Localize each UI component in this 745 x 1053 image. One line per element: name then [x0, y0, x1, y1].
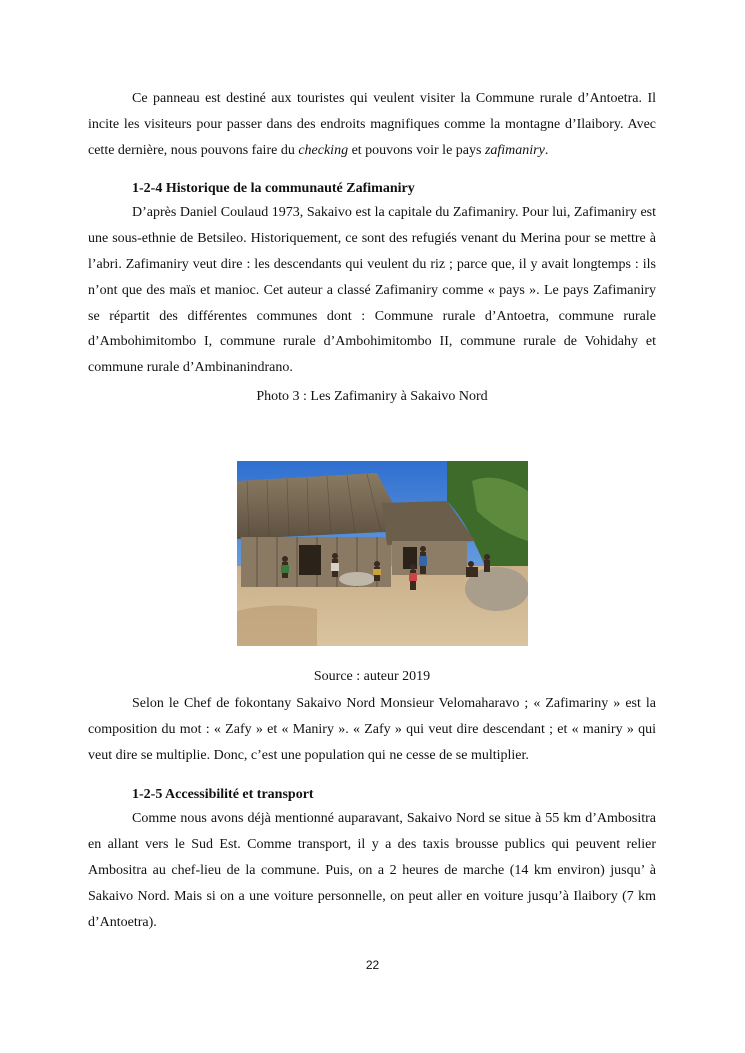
village-photo-illustration: [237, 461, 528, 646]
paragraph-chef-fokontany: Selon le Chef de fokontany Sakaivo Nord Monsieur Velomaharavo ; « Zafimariny » est la composition du mot : « Zafy » et « Maniry ». « Zafy » qui veut dire descendant ; et « maniry » qui veut dire se multiplie. Donc, c’est une population qui ne cesse de se multiplier.: [88, 696, 656, 763]
page-body-bottom: [88, 691, 656, 935]
intro-paragraph: [88, 86, 656, 163]
heading-1-2-5: 1-2-5 Accessibilité et transport: [132, 787, 314, 803]
paragraph-accessibilite: Comme nous avons déjà mentionné auparavant, Sakaivo Nord se situe à 55 km d’Ambositra en allant vers le Sud Est. Comme transport, il y a des taxis brousse publics qui peuvent relier Ambositra au chef-lieu de la commune. Puis, on a 2 heures de marche (14 km environ) jusqu’ à Sakaivo Nord. Mais si on a une voiture personnelle, on peut aller en voiture jusqu’à Ilaibory (7 km d’Antoetra).: [88, 811, 656, 930]
photo-source-block: [88, 666, 656, 688]
photo-caption: Photo 3 : Les Zafimaniry à Sakaivo Nord: [256, 388, 488, 404]
photo-source: Source : auteur 2019: [313, 669, 431, 684]
photo-zafimaniry-village: [237, 461, 528, 646]
heading-1-2-4: 1-2-4 Historique de la communauté Zafimaniry: [132, 181, 415, 197]
paragraph-historique: D’après Daniel Coulaud 1973, Sakaivo est la capitale du Zafimaniry. Pour lui, Zafimaniry est une sous-ethnie de Betsileo. Historiquement, ce sont des refugiés venant du Merina pour se mettre à l’abri. Zafimaniry veut dire : les descendants qui veulent du riz ; parce que, il y avait longtemps : ils n’ont que des maïs et manioc. Cet auteur a classé Zafimaniry comme « pays ». Le pays Zafimaniry se répartit des différentes communes dont : Commune rurale d’Antoetra, commune rurale d’Ambohimitombo I, commune rurale d’Ambohimitombo II, commune rurale de Vohidahy et commune rurale d’Ambinanindrano.: [88, 205, 656, 376]
intro-text-2: et pouvons voir le pays: [348, 142, 485, 158]
intro-emphasis-zafimaniry: zafimaniry: [484, 142, 545, 158]
page-body-top: [88, 86, 656, 408]
intro-text-1: Ce panneau est destiné aux touristes qui veulent visiter la Commune rurale d’Antoetra. Il incite les visiteurs pour passer dans des endroits magnifiques comme la montagne d’Ilaibory. Avec cette dernière, nous pouvons faire du: [88, 91, 656, 158]
page-number: 22: [365, 958, 380, 972]
intro-text-3: .: [544, 142, 549, 158]
intro-emphasis-checking: checking: [298, 142, 349, 158]
